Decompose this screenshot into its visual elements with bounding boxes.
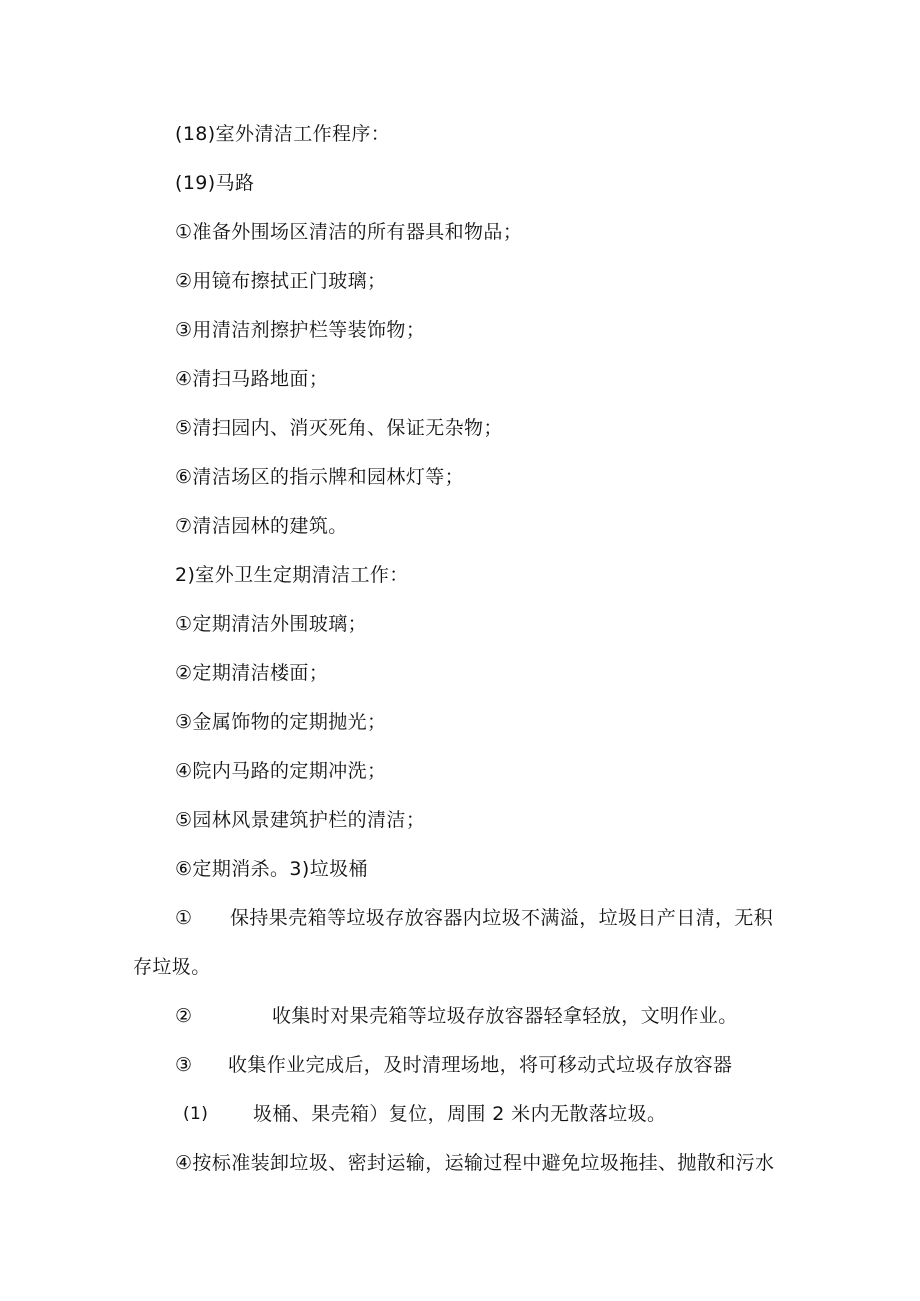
paragraph-text: 收集时对果壳箱等垃圾存放容器轻拿轻放，文明作业。	[272, 1005, 738, 1027]
paragraph-number: (1)	[183, 1104, 209, 1124]
paragraph-text: 收集作业完成后，及时清理场地，将可移动式垃圾存放容器	[228, 1054, 733, 1076]
text-line: (18)室外清洁工作程序：	[175, 123, 391, 145]
text-line: (19)马路	[175, 172, 255, 194]
paragraph-e: ④按标准装卸垃圾、密封运输，运输过程中避免垃圾拖挂、抛散和污水	[175, 1152, 775, 1174]
paragraph-text: 圾桶、果壳箱）复位，周围 2 米内无散落垃圾。	[253, 1103, 667, 1125]
paragraph-text: 保持果壳箱等垃圾存放容器内垃圾不满溢，垃圾日产日清，无积	[230, 907, 774, 929]
paragraph-continuation: 存垃圾。	[133, 956, 211, 978]
text-line: ①定期清洁外围玻璃；	[175, 613, 368, 635]
text-line: ②用镜布擦拭正门玻璃；	[175, 270, 387, 292]
text-line: 2)室外卫生定期清洁工作：	[175, 564, 409, 586]
text-line: ⑦清洁园林的建筑。	[175, 515, 348, 537]
paragraph-number: ②	[175, 1005, 193, 1027]
text-line: ⑤清扫园内、消灭死角、保证无杂物；	[175, 417, 503, 439]
text-line: ④院内马路的定期冲洗；	[175, 760, 387, 782]
text-line: ③用清洁剂擦护栏等装饰物；	[175, 319, 426, 341]
text-line: ③金属饰物的定期抛光；	[175, 711, 387, 733]
paragraph-number: ③	[175, 1054, 193, 1076]
text-line: ⑥清洁场区的指示牌和园林灯等；	[175, 466, 465, 488]
text-line: ②定期清洁楼面；	[175, 662, 329, 684]
paragraph-number: ①	[175, 907, 193, 929]
text-line: ④清扫马路地面；	[175, 368, 329, 390]
text-line: ①准备外围场区清洁的所有器具和物品；	[175, 221, 523, 243]
text-line: ⑤园林风景建筑护栏的清洁；	[175, 809, 426, 831]
text-line: ⑥定期消杀。3)垃圾桶	[175, 858, 368, 880]
